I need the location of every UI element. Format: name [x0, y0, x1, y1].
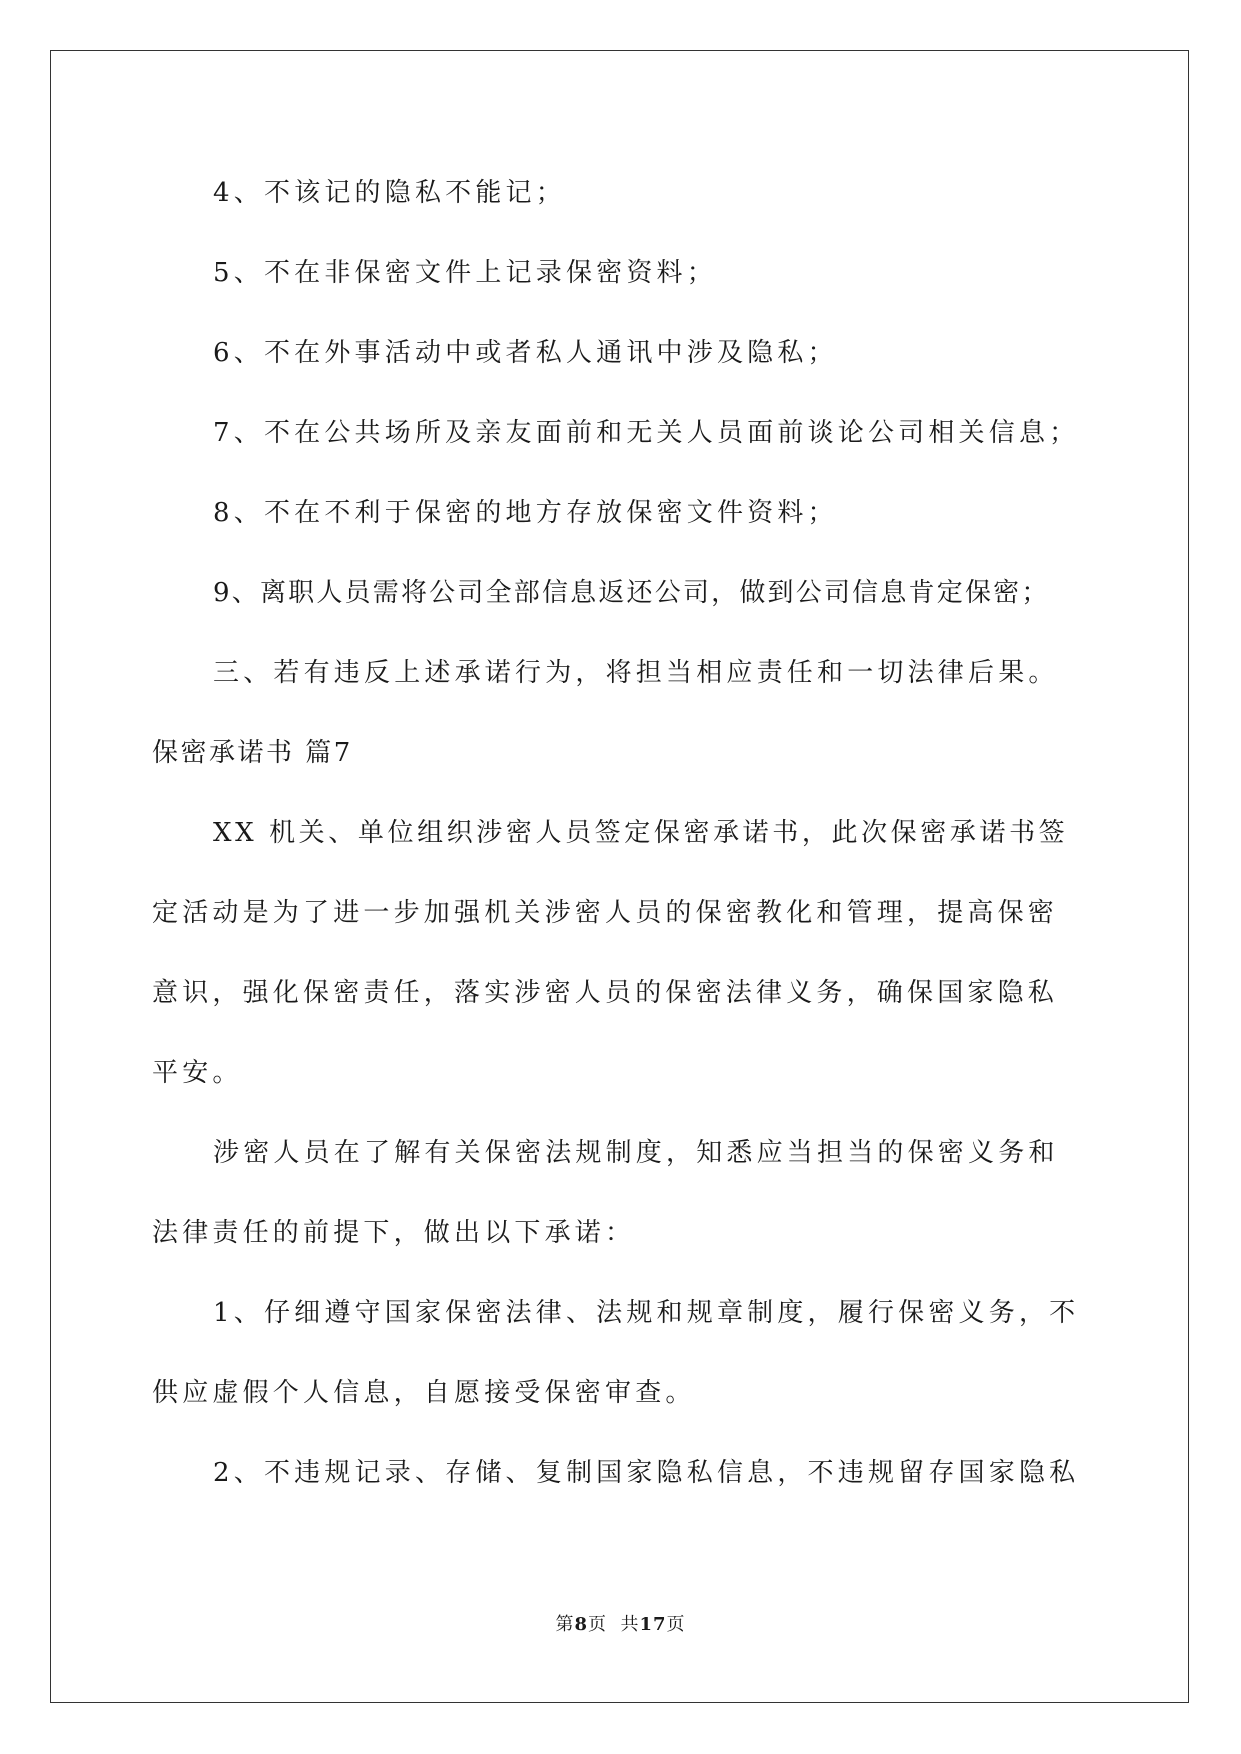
footer-prefix: 第 [555, 1614, 575, 1635]
page-footer [0, 1613, 1241, 1637]
text-line: 1、仔细遵守国家保密法律、法规和规章制度，履行保密义务，不 [213, 1298, 1080, 1328]
text-line: 6、不在外事活动中或者私人通讯中涉及隐私； [213, 338, 838, 368]
text-line: 7、不在公共场所及亲友面前和无关人员面前谈论公司相关信息； [213, 418, 1080, 448]
text-line: 涉密人员在了解有关保密法规制度，知悉应当担当的保密义务和 [213, 1138, 1059, 1168]
text-line: 供应虚假个人信息，自愿接受保密审查。 [152, 1378, 696, 1408]
footer-mid: 页 共 [588, 1614, 640, 1635]
text-line: XX 机关、单位组织涉密人员签定保密承诺书，此次保密承诺书签 [213, 818, 1069, 848]
section-heading: 保密承诺书 篇7 [152, 738, 353, 768]
text-line: 平安。 [152, 1058, 243, 1088]
text-line: 8、不在不利于保密的地方存放保密文件资料； [213, 498, 838, 528]
text-line: 5、不在非保密文件上记录保密资料； [213, 258, 717, 288]
text-line: 2、不违规记录、存储、复制国家隐私信息，不违规留存国家隐私 [213, 1458, 1080, 1488]
text-line: 4、不该记的隐私不能记； [213, 178, 566, 208]
current-page-number: 8 [574, 1614, 588, 1635]
text-line: 法律责任的前提下，做出以下承诺： [152, 1218, 636, 1248]
text-line: 意识，强化保密责任，落实涉密人员的保密法律义务，确保国家隐私 [152, 978, 1059, 1008]
footer-suffix: 页 [666, 1614, 686, 1635]
text-line: 定活动是为了进一步加强机关涉密人员的保密教化和管理，提高保密 [152, 898, 1059, 928]
total-page-number: 17 [639, 1614, 667, 1635]
text-line: 三、若有违反上述承诺行为，将担当相应责任和一切法律后果。 [213, 658, 1059, 688]
text-line: 9、离职人员需将公司全部信息返还公司，做到公司信息肯定保密； [213, 578, 1050, 608]
